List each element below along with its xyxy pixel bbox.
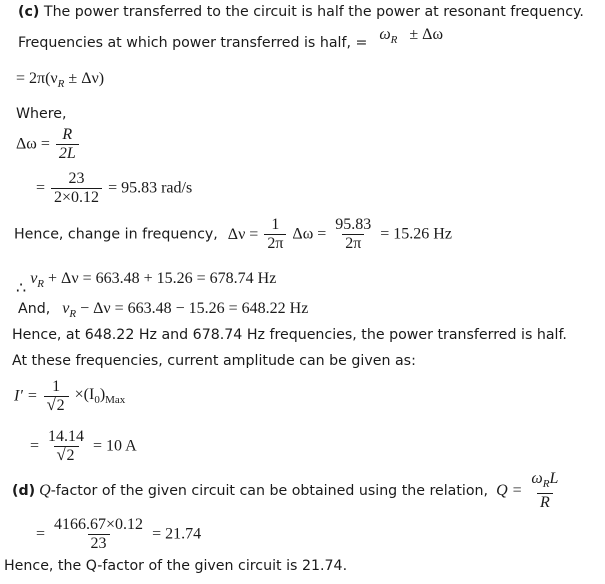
part-d-label: (d) <box>12 483 36 500</box>
upper-frequency-line <box>16 268 277 297</box>
omega-sub: R <box>390 34 398 47</box>
dw-fraction <box>56 126 79 163</box>
freq-expr-a: = 2π(ν <box>16 70 58 87</box>
ip-den: 2 <box>56 397 65 414</box>
sum-nu: ν <box>30 270 38 287</box>
dw-calc-result: = 95.83 rad/s <box>108 179 193 197</box>
q-factor-conclusion: Hence, the Q-factor of the given circuit is 21.74. <box>4 558 348 574</box>
ip2-eq: = <box>30 437 40 455</box>
part-c-intro <box>18 4 584 20</box>
ip2-fraction <box>45 428 87 465</box>
part-d-intro <box>12 470 563 512</box>
q-letter: Q <box>39 482 51 500</box>
dw-lhs: Δω = <box>16 135 50 153</box>
dw-den: 2L <box>56 144 79 163</box>
diff-sub: R <box>69 308 77 321</box>
sqrt-symbol-2: √ 2 <box>56 445 75 464</box>
freq-text: Frequencies at which power transferred is half, = <box>18 35 368 51</box>
ip2-num: 14.14 <box>48 428 85 445</box>
dv-mid: Δω = <box>292 225 327 243</box>
and-text: And, <box>18 301 51 317</box>
dv-fraction-1 <box>264 216 286 253</box>
part-d-text: -factor of the given circuit can be obtained using the relation, <box>50 483 489 500</box>
q-num-omega: ω <box>531 470 543 487</box>
q-den: R <box>537 493 553 512</box>
dv-den1: 2π <box>264 234 286 253</box>
delta-nu-line <box>14 216 452 253</box>
dv-lhs: Δν = <box>227 225 259 243</box>
freq-expr-sub: R <box>57 78 65 91</box>
omega-symbol: ω <box>379 26 391 43</box>
ip2-den: 2 <box>66 447 75 464</box>
q-num <box>528 470 561 493</box>
dw-calc-eq: = <box>36 179 46 197</box>
half-power-frequencies-line <box>18 26 443 54</box>
current-amplitude-text: At these frequencies, current amplitude can be given as: <box>12 353 416 369</box>
dw-calc-den: 2×0.12 <box>51 188 102 207</box>
delta-omega-def <box>16 126 81 163</box>
dw-calc-num: 23 <box>68 170 85 187</box>
q-calc-fraction <box>51 516 146 553</box>
sum-sub: R <box>37 278 45 291</box>
dv-den2: 2π <box>342 234 364 253</box>
ip-lhs: I′ = <box>14 387 38 405</box>
lower-frequency-line <box>18 300 308 320</box>
ip-num: 1 <box>52 378 61 395</box>
q-factor-calc <box>36 516 201 553</box>
current-amplitude-calc <box>30 428 137 465</box>
q-calc-eq: = <box>36 525 46 543</box>
q-calc-den: 23 <box>88 534 110 553</box>
ip-fraction <box>44 378 69 415</box>
delta-omega-calc <box>36 170 192 207</box>
omega-pm: ± Δω <box>409 26 443 43</box>
q-lhs: Q = <box>496 482 523 500</box>
freq-expr-b: ± Δν) <box>64 70 105 87</box>
ip-rest: ×(I <box>74 386 95 404</box>
ip-max: Max <box>105 394 126 407</box>
freq-expr-line <box>16 70 104 90</box>
where-label: Where, <box>16 106 67 122</box>
part-c-label: (c) <box>18 4 40 20</box>
diff-rest: − Δν = 663.48 − 15.26 = 648.22 Hz <box>76 300 309 317</box>
dw-calc-fraction <box>51 170 102 207</box>
sqrt-symbol: √ 2 <box>46 395 65 414</box>
ip2-den-wrap <box>54 446 79 465</box>
change-text: Hence, change in frequency, <box>14 226 218 243</box>
current-amplitude-formula <box>14 378 125 415</box>
ip2-result: = 10 A <box>93 437 137 455</box>
part-c-intro-text: The power transferred to the circuit is half the power at resonant frequency. <box>39 4 584 20</box>
dv-fraction-2 <box>332 216 374 253</box>
therefore-symbol: ∴ <box>16 280 27 297</box>
q-num-sub: R <box>542 478 550 491</box>
q-calc-result: = 21.74 <box>152 525 202 543</box>
diff-nu: ν <box>62 300 70 317</box>
dv-num2: 95.83 <box>335 216 372 233</box>
q-fraction <box>528 470 561 512</box>
ip-den-wrap <box>44 396 69 415</box>
half-power-conclusion: Hence, at 648.22 Hz and 678.74 Hz frequencies, the power transferred is half. <box>12 327 567 343</box>
ip-close: ) <box>99 386 106 404</box>
ip-sub0: 0 <box>94 394 100 407</box>
sum-rest: + Δν = 663.48 + 15.26 = 678.74 Hz <box>44 270 277 287</box>
q-calc-num: 4166.67×0.12 <box>54 516 144 533</box>
dw-num: R <box>62 126 73 143</box>
dv-result: = 15.26 Hz <box>380 225 452 243</box>
dv-num1: 1 <box>271 216 280 233</box>
q-num-l: L <box>549 470 559 487</box>
